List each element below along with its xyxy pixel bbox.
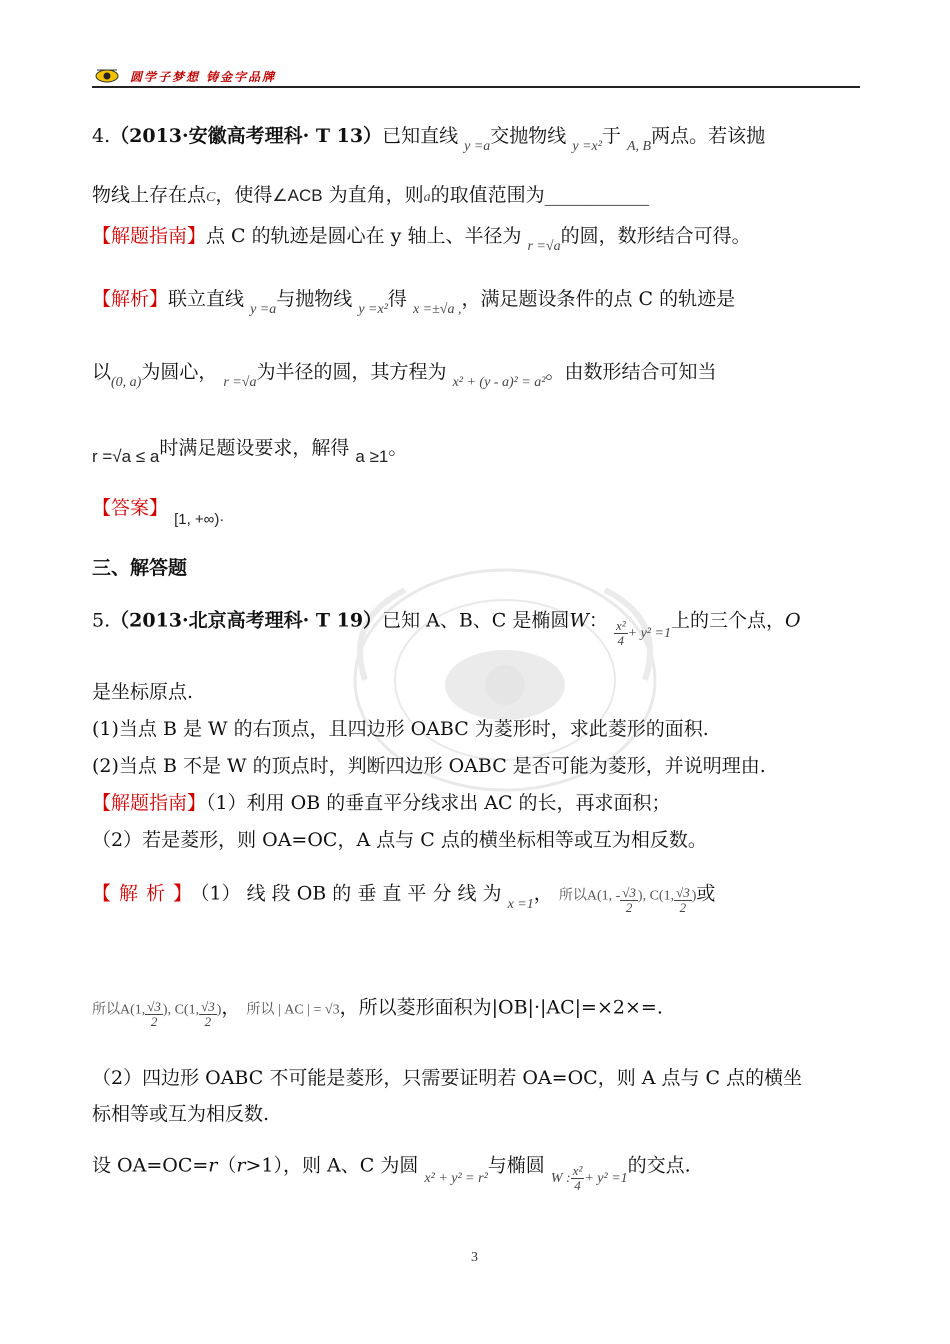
fraction-numerator: x² — [615, 618, 626, 633]
q4-math-parabola: y =x² — [358, 302, 388, 317]
q5-text: 或 — [696, 882, 716, 905]
fraction-denominator: 2 — [150, 1014, 158, 1029]
fraction-sqrt3-over-2 — [199, 1000, 217, 1029]
q4-math-condition: r =√a ≤ a — [92, 447, 160, 466]
answer-value: [1, +∞)· — [174, 511, 225, 528]
q4-math-points: A, B — [627, 139, 652, 154]
fraction-denominator: 2 — [204, 1014, 212, 1029]
fraction-numerator: √3 — [147, 999, 161, 1014]
q4-text: 时满足题设要求，解得 — [159, 437, 350, 459]
q5-text: 设 OA=OC= — [92, 1154, 209, 1177]
q4-math-parabola: y =x² — [572, 139, 602, 154]
q5-text: >1），则 A、C 为圆 — [245, 1154, 419, 1177]
header-rule — [92, 86, 860, 88]
q5-math-points: 所以A(1, — [92, 1002, 146, 1018]
q5-origin: O — [784, 609, 801, 632]
q4-text: 的取值范围为___________ — [430, 184, 650, 206]
fraction-denominator: 2 — [679, 900, 687, 915]
q4-text: 点 C 的轨迹是圆心在 y 轴上、半径为 — [206, 225, 522, 247]
q5-math-ellipse: W : — [550, 1170, 571, 1186]
q4-math-point: C — [206, 190, 216, 205]
q5-analysis-3: （2）四边形 OABC 不可能是菱形，只需要证明若 OA=OC，则 A 点与 C 点的横坐 — [92, 1067, 803, 1089]
q4-analysis-2 — [92, 360, 717, 390]
q4-text: ，满足题设条件的点 C 的轨迹是 — [461, 288, 736, 310]
q5-guide-2: （2）若是菱形，则 OA=OC，A 点与 C 点的横坐标相等或互为相反数。 — [92, 829, 707, 851]
q5-ellipse-fraction — [571, 1164, 585, 1193]
q4-text: 为圆心， — [141, 361, 218, 383]
q5-text: 上的三个点， — [670, 609, 785, 632]
q4-text: 两点。若该抛 — [651, 125, 766, 147]
q5-analysis-5 — [92, 1152, 691, 1193]
q5-math-points: 所以A(1, - — [558, 888, 621, 904]
q4-math-line: y =a — [464, 139, 491, 154]
q5-text: ， — [221, 996, 241, 1019]
q4-text: 。 — [388, 437, 408, 459]
q5-math-circle: x² + y² = r² — [424, 1170, 488, 1186]
q5-ellipse-fraction — [614, 619, 628, 648]
q5-text: （1） 线 段 OB 的 垂 直 平 分 线 为 — [200, 882, 502, 905]
q5-text: 的交点. — [627, 1154, 691, 1177]
q4-math-radius: r =√a — [223, 375, 257, 390]
q4-text: 为直角，则 — [328, 184, 424, 206]
q4-text: 物线上存在点 — [92, 184, 207, 206]
q5-math-points: ), C(1, — [162, 1002, 200, 1018]
q4-text: 交抛物线 — [490, 125, 567, 147]
q5-text: ： — [588, 609, 608, 632]
q4-line-2 — [92, 183, 649, 210]
q5-analysis-1 — [92, 880, 716, 915]
q5-text: ， — [533, 882, 553, 905]
q4-text: 联立直线 — [168, 288, 245, 310]
q5-part-1: (1)当点 B 是 W 的右顶点，且四边形 OABC 为菱形时，求此菱形的面积. — [92, 718, 709, 740]
fraction-numerator: √3 — [676, 885, 690, 900]
header-slogan: 圆学子梦想 铸金字品牌 — [130, 70, 277, 84]
q5-math-points: ) — [691, 888, 697, 904]
q5-radius-var: r — [236, 1154, 246, 1177]
q5-text: ，所以菱形面积为|OB|·|AC|=×2×=. — [339, 996, 663, 1019]
fraction-denominator: 4 — [617, 633, 625, 648]
q4-math-line: y =a — [250, 302, 277, 317]
guide-label: 【解题指南】 — [92, 225, 207, 247]
fraction-denominator: 2 — [625, 900, 633, 915]
analysis-label: 【解析】 — [92, 882, 201, 905]
q4-text: 与抛物线 — [276, 288, 353, 310]
fraction-denominator: 4 — [574, 1178, 581, 1193]
fraction-sqrt3-over-2 — [674, 886, 692, 915]
q4-answer — [92, 496, 225, 528]
q4-analysis-3 — [92, 436, 408, 466]
q4-math-circle-eq: x² + (y - a)² = a² — [452, 375, 546, 390]
fraction-numerator: √3 — [201, 999, 215, 1014]
q5-text: （ — [217, 1154, 237, 1177]
q5-text: 已知 A、B、C 是椭圆 — [382, 609, 570, 632]
q4-math-result: a ≥1 — [355, 447, 389, 466]
q5-line-2: 是坐标原点. — [92, 681, 194, 703]
q5-math-points: ) — [216, 1002, 222, 1018]
q4-text: 已知直线 — [382, 125, 459, 147]
guide-label: 【解题指南】 — [92, 792, 207, 814]
fraction-numerator: x² — [572, 1163, 583, 1178]
q4-text: 的圆，数形结合可得。 — [560, 225, 751, 247]
q5-text: （1）利用 OB 的垂直平分线求出 AC 的长，再求面积； — [206, 792, 671, 814]
q4-line-1 — [92, 124, 766, 154]
q5-math-bisector: x =1 — [507, 896, 534, 912]
header-logo — [94, 66, 120, 88]
q5-math-ellipse: + y² =1 — [584, 1170, 628, 1186]
q4-text: 以 — [92, 361, 112, 383]
q4-math-roots: x =±√a , — [412, 302, 462, 317]
q5-math-ac-length: 所以 | AC | = √3 — [246, 1002, 340, 1018]
q4-text: 。由数形结合可知当 — [545, 361, 717, 383]
q4-text: ，使得 — [215, 184, 273, 206]
q5-text: 与椭圆 — [487, 1154, 545, 1177]
q5-source: （2013·北京高考理科· T 19） — [110, 609, 383, 632]
answer-label: 【答案】 — [92, 497, 169, 519]
page-number: 3 — [471, 1250, 478, 1265]
q5-analysis-4: 标相等或互为相反数. — [92, 1103, 270, 1125]
q4-math-center: (0, a) — [111, 375, 142, 390]
q5-math-ellipse: + y² =1 — [627, 625, 671, 641]
q4-text: 得 — [387, 288, 407, 310]
q5-number: 5. — [92, 609, 111, 632]
q4-analysis-1 — [92, 287, 736, 317]
q4-math-radius: r =√a — [527, 239, 561, 254]
analysis-label: 【解析】 — [92, 288, 169, 310]
q5-line-1 — [92, 607, 801, 648]
q4-number: 4. — [92, 125, 111, 147]
q5-radius-var: r — [208, 1154, 218, 1177]
fraction-sqrt3-over-2 — [620, 886, 638, 915]
q5-ellipse-name: W — [569, 609, 589, 632]
fraction-numerator: √3 — [622, 885, 636, 900]
q5-math-points: ), C(1, — [637, 888, 675, 904]
q4-guide — [92, 224, 751, 254]
fraction-sqrt3-over-2 — [145, 1000, 163, 1029]
q4-text: 为半径的圆，其方程为 — [256, 361, 447, 383]
section-title: 三、解答题 — [92, 557, 188, 579]
q4-math-a: a — [423, 190, 431, 205]
q5-part-2: (2)当点 B 不是 W 的顶点时，判断四边形 OABC 是否可能为菱形，并说明理由. — [92, 755, 766, 777]
q4-math-angle: ∠ACB — [272, 186, 323, 205]
eye-logo-icon — [94, 66, 120, 84]
q5-analysis-2 — [92, 994, 663, 1029]
q4-text: 于 — [601, 125, 621, 147]
q4-source: （2013·安徽高考理科· T 13） — [110, 125, 383, 147]
q5-guide-1 — [92, 791, 671, 815]
